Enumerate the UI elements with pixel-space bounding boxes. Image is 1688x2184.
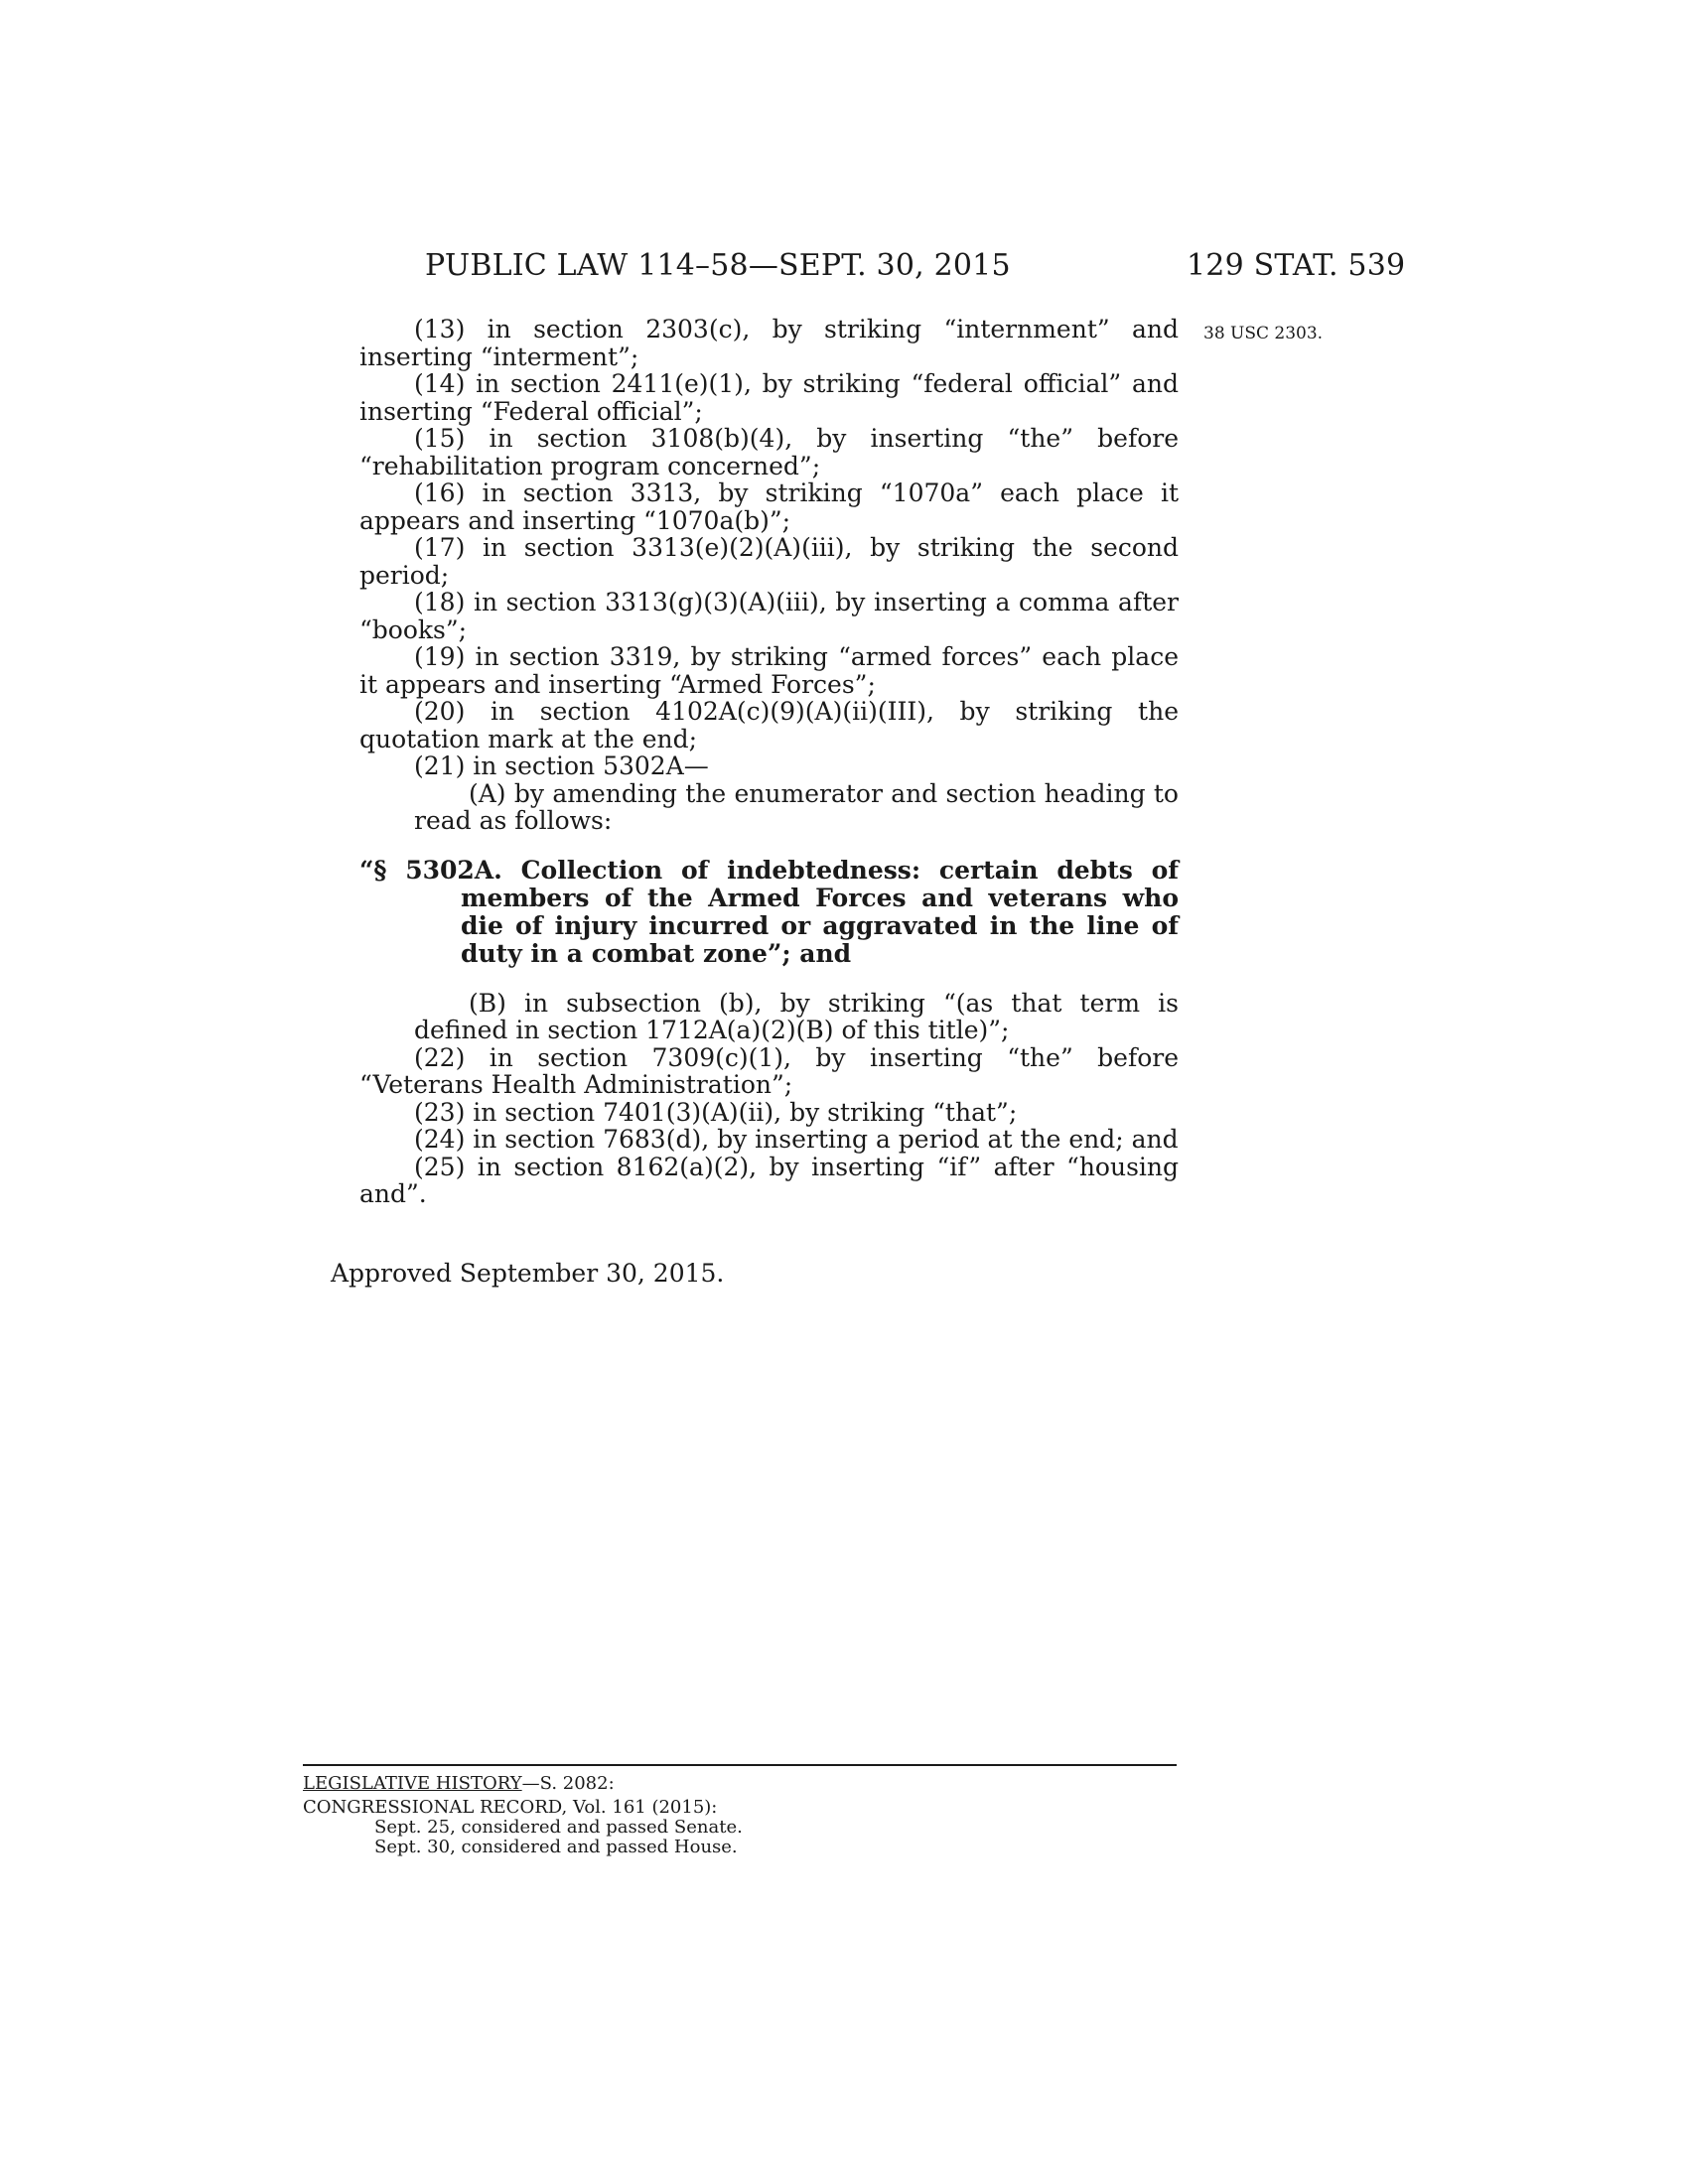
history-record: CONGRESSIONAL RECORD, Vol. 161 (2015):	[303, 1797, 718, 1818]
amendment-item-17: (17) in section 3313(e)(2)(A)(iii), by striking the second period;	[359, 533, 1179, 590]
amendment-subitem-b: (B) in subsection (b), by striking “(as that term is defined in section 1712A(a)(2)(B) of this title)”;	[414, 988, 1179, 1044]
running-header-page: 129 STAT. 539	[1187, 248, 1406, 283]
amendment-item-23: (23) in section 7401(3)(A)(ii), by striking “that”;	[414, 1097, 1018, 1127]
amendment-subitem-a: (A) by amending the enumerator and section heading to read as follows:	[414, 778, 1179, 835]
margin-citation: 38 USC 2303.	[1203, 324, 1324, 343]
amendment-item-22: (22) in section 7309(c)(1), by inserting “the” before “Veterans Health Administration”;	[359, 1042, 1179, 1099]
history-entry: Sept. 30, considered and passed House.	[374, 1837, 738, 1857]
amendment-list	[359, 316, 1179, 1208]
amendment-item-18: (18) in section 3313(g)(3)(A)(iii), by inserting a comma after “books”;	[359, 588, 1179, 644]
approval-line: Approved September 30, 2015.	[331, 1259, 725, 1288]
amendment-item-16: (16) in section 3313, by striking “1070a” each place it appears and inserting “1070a(b)”;	[359, 478, 1179, 535]
section-heading-5302a: “§ 5302A. Collection of indebtedness: certain debts of members of the Armed Forces and veterans who die of injury incurred or aggravated in the line of duty in a combat zone”; and	[359, 855, 1179, 968]
history-title: LEGISLATIVE HISTORY	[303, 1773, 522, 1794]
amendment-item-14: (14) in section 2411(e)(1), by striking “federal official” and inserting “Federal official”;	[359, 369, 1179, 426]
history-heading	[303, 1774, 1177, 1794]
amendment-item-24: (24) in section 7683(d), by inserting a period at the end; and	[414, 1125, 1179, 1154]
history-bill: —S. 2082:	[521, 1773, 615, 1794]
amendment-item-21: (21) in section 5302A—	[414, 751, 709, 780]
history-entry: Sept. 25, considered and passed Senate.	[374, 1817, 743, 1838]
legislative-history	[303, 1764, 1177, 1857]
amendment-item-19: (19) in section 3319, by striking “armed forces” each place it appears and inserting “Armed Forces”;	[359, 642, 1179, 699]
amendment-item-25: (25) in section 8162(a)(2), by inserting “if” after “housing and”.	[359, 1152, 1179, 1208]
amendment-item-13: (13) in section 2303(c), by striking “internment” and inserting “interment”;	[359, 315, 1179, 371]
amendment-item-15: (15) in section 3108(b)(4), by inserting “the” before “rehabilitation program concerned”;	[359, 424, 1179, 480]
running-header-title: PUBLIC LAW 114–58—SEPT. 30, 2015	[425, 248, 1011, 283]
amendment-item-20: (20) in section 4102A(c)(9)(A)(ii)(III), by striking the quotation mark at the end;	[359, 697, 1179, 753]
